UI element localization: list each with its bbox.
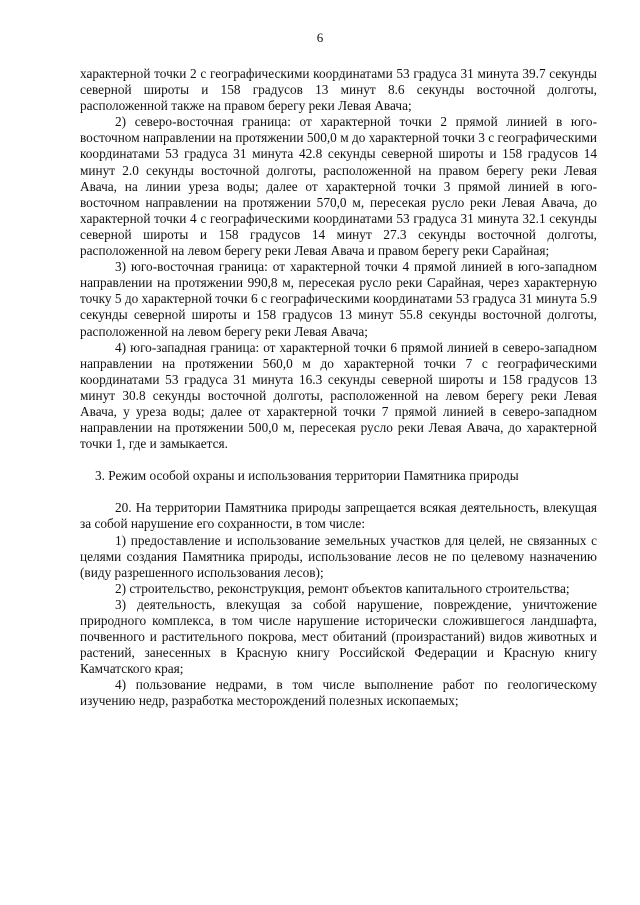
paragraph-clause-20: 20. На территории Памятника природы запрещается всякая деятельность, влекущая за собой нарушение его сохранности, в том числе: bbox=[80, 500, 597, 532]
paragraph-continuation: характерной точки 2 с географическими координатами 53 градуса 31 минута 39.7 секунды северной широты и 158 градусов 13 минут 8.6 секунды восточной долготы, расположенной также на правом берегу реки Левая Авача; bbox=[80, 66, 597, 114]
section-heading: 3. Режим особой охраны и использования территории Памятника природы bbox=[95, 468, 519, 484]
paragraph-northeast-boundary: 2) северо-восточная граница: от характерной точки 2 прямой линией в юго-восточном направлении на протяжении 500,0 м до характерной точки 3 с географическими координатами 53 градуса 31 минута 42.8 секунды северной широты и 158 градусов 14 минут 2.0 секунды восточной долготы, расположенной на правом берегу реки Левая Авача, на линии уреза воды; далее от характерной точки 3 прямой линией в юго-восточном направлении на протяжении 570,0 м, пересекая русло реки Левая Авача, до характерной точки 4 с географическими координатами 53 градуса 31 минута 32.1 секунды северной широты и 158 градусов 14 минут 27.3 секунды восточной долготы, расположенной на левом берегу реки Левая Авача и правом берегу реки Сарайная; bbox=[80, 114, 597, 259]
paragraph-southwest-boundary: 4) юго-западная граница: от характерной точки 6 прямой линией в северо-западном направлении на протяжении 560,0 м до характерной точки 7 с географическими координатами 53 градуса 31 минута 16.3 секунды северной широты и 158 градусов 13 минут 30.8 секунды восточной долготы, расположенной на левом берегу реки Левая Авача, у уреза воды; далее от характерной точки 7 прямой линией в северо-западном направлении на протяжении 500,0 м, пересекая русло реки Левая Авача, до характерной точки 1, где и замыкается. bbox=[80, 339, 597, 452]
paragraph-item-2: 2) строительство, реконструкция, ремонт объектов капитального строительства; bbox=[115, 580, 570, 596]
paragraph-item-1: 1) предоставление и использование земельных участков для целей, не связанных с целями создания Памятника природы, использование лесов не по целевому назначению (виду разрешенного использования лесов); bbox=[80, 532, 597, 580]
paragraph-item-4: 4) пользование недрами, в том числе выполнение работ по геологическому изучению недр, разработка месторождений полезных ископаемых; bbox=[80, 677, 597, 709]
page-number: 6 bbox=[316, 30, 324, 45]
document-body bbox=[80, 66, 597, 710]
paragraph-item-3: 3) деятельность, влекущая за собой нарушение, повреждение, уничтожение природного комплекса, в том числе нарушение исторически сложившегося ландшафта, почвенного и растительного покрова, мест обитаний (произрастаний) видов животных и растений, занесенных в Красную книгу Российской Федерации и Красную книгу Камчатского края; bbox=[80, 596, 597, 677]
paragraph-southeast-boundary: 3) юго-восточная граница: от характерной точки 4 прямой линией в юго-западном направлении на протяжении 990,8 м, пересекая русло реки Сарайная, через характерную точку 5 до характерной точки 6 с географическими координатами 53 градуса 31 минута 5.9 секунды северной широты и 158 градусов 13 минут 55.8 секунды восточной долготы, расположенной на левом берегу реки Левая Авача; bbox=[80, 259, 597, 339]
